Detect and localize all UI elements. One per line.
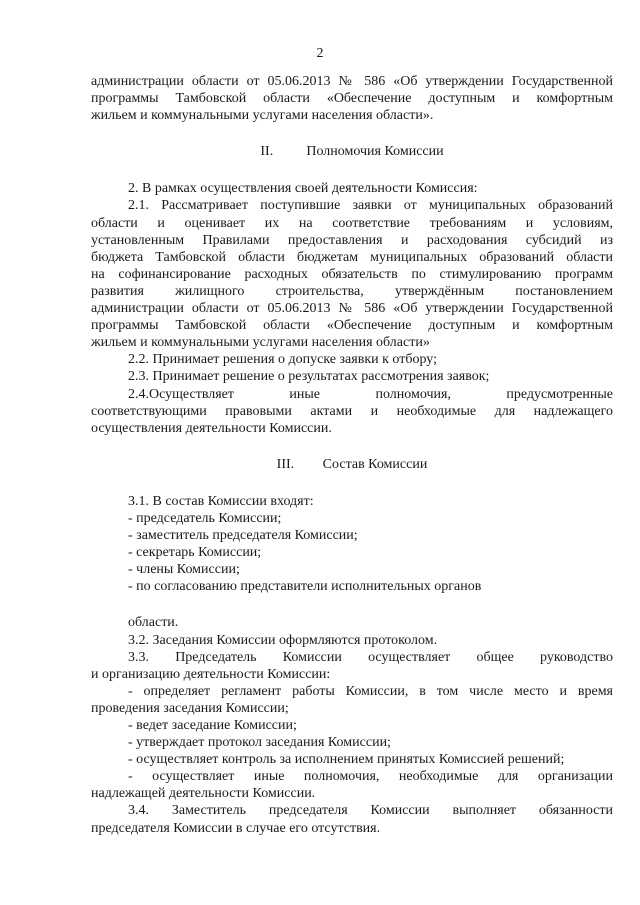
text-line: жильем и коммунальными услугами населения области» [91, 335, 430, 351]
page-number: 2 [316, 46, 324, 61]
text-line: и организацию деятельности Комиссии: [91, 666, 331, 682]
paragraph-2-4 [91, 386, 613, 437]
text-line: администрации области от 05.06.2013 № 586 «Об утверждении Государственной [91, 74, 613, 89]
section-number: II. [260, 144, 274, 160]
paragraph-2-2: 2.2. Принимает решения о допуске заявки к отбору; [128, 352, 437, 368]
members-list [91, 510, 613, 595]
text-line: проведения заседания Комиссии; [91, 700, 289, 716]
text-line: 2.4.Осуществляет иные полномочия, предусмотренные [128, 386, 613, 402]
list-item: - по согласованию представители исполнительных органов [128, 579, 482, 595]
section-number: III. [276, 456, 295, 472]
text-line: 3.3. Председатель Комиссии осуществляет общее руководство [128, 649, 613, 665]
text-line: 2.1. Рассматривает поступившие заявки от муниципальных образований [128, 198, 613, 214]
paragraph-3-1: 3.1. В состав Комиссии входят: [128, 493, 314, 509]
text-line: бюджета Тамбовской области бюджетам муниципальных образований области [91, 249, 613, 265]
list-item: - утверждает протокол заседания Комиссии; [128, 735, 391, 751]
text-line: соответствующими правовыми актами и необходимые для надлежащего [91, 403, 613, 419]
text-line: на софинансирование расходных обязательств по стимулированию программ [91, 266, 613, 282]
text-line: - осуществляет иные полномочия, необходимые для организации [128, 769, 613, 785]
list-item: - председатель Комиссии; [128, 510, 282, 526]
list-item: - ведет заседание Комиссии; [128, 718, 297, 733]
paragraph-3-4 [91, 802, 613, 836]
list-item [91, 683, 613, 717]
list-item: - члены Комиссии; [128, 562, 240, 578]
paragraph-2-1 [91, 197, 613, 351]
text-line: председателя Комиссии в случае его отсутствия. [91, 820, 381, 836]
text-line: установленным Правилами предоставления и расходования субсидий из [91, 232, 613, 248]
intro-paragraph [91, 73, 613, 124]
text-line: жильем и коммунальными услугами населения области». [91, 108, 434, 124]
text-line: осуществления деятельности Комиссии. [91, 420, 332, 436]
section-title: Состав Комиссии [322, 456, 428, 472]
text-line: 3.4. Заместитель председателя Комиссии выполняет обязанности [128, 803, 613, 819]
text-line: надлежащей деятельности Комиссии. [91, 786, 316, 802]
text-line: администрации области от 05.06.2013 № 586 «Об утверждении Государственной [91, 301, 613, 317]
text-line: развития жилищного строительства, утверждённым постановлением [91, 283, 613, 299]
list-item: - секретарь Комиссии; [128, 545, 262, 561]
list-continuation: области. [128, 615, 179, 631]
paragraph-3-2: 3.2. Заседания Комиссии оформляются протоколом. [128, 632, 438, 648]
list-item: - осуществляет контроль за исполнением принятых Комиссией решений; [128, 752, 565, 768]
text-line: программы Тамбовской области «Обеспечение доступным и комфортным [91, 91, 613, 107]
list-item: - заместитель председателя Комиссии; [128, 528, 358, 544]
paragraph-2-3: 2.3. Принимает решение о результатах рассмотрения заявок; [128, 369, 490, 385]
section-title: Полномочия Комиссии [306, 144, 444, 160]
text-line: программы Тамбовской области «Обеспечение доступным и комфортным [91, 318, 613, 334]
paragraph-3-3 [91, 649, 613, 683]
section-heading-2 [91, 143, 613, 160]
document-body [91, 73, 613, 837]
section-heading-3 [91, 456, 613, 473]
text-line: области и оценивает их на соответствие требованиям и условиям, [91, 215, 613, 231]
list-item [91, 768, 613, 802]
duties-list [91, 683, 613, 803]
paragraph-2: 2. В рамках осуществления своей деятельности Комиссия: [128, 181, 478, 197]
text-line: - определяет регламент работы Комиссии, в том числе место и время [128, 683, 613, 699]
